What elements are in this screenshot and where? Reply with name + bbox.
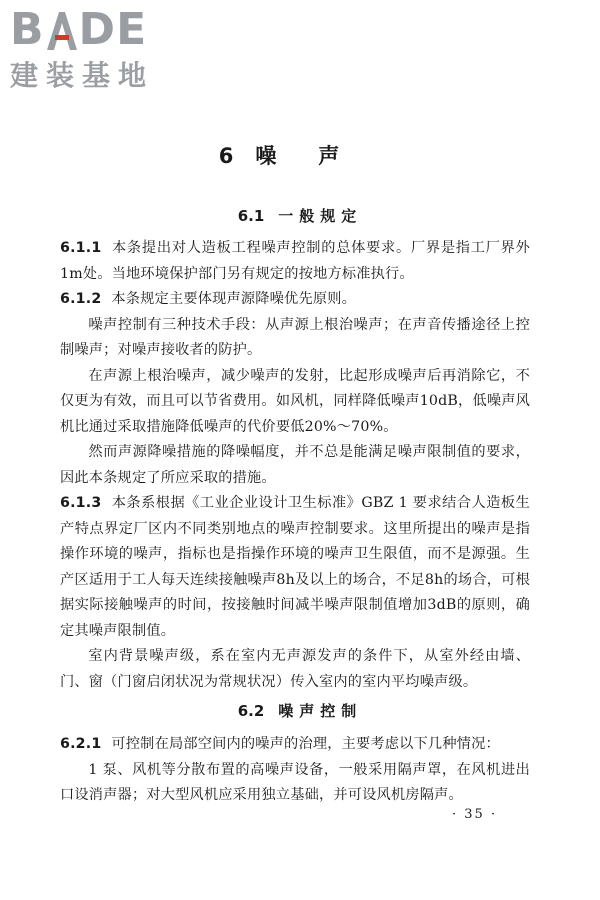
section-title: 噪声控制	[278, 702, 363, 720]
page-number: · 35 ·	[452, 807, 498, 822]
clause-number: 6.2.1	[60, 736, 102, 752]
clause-text: 可控制在局部空间内的噪声的治理，主要考虑以下几种情况：	[111, 736, 500, 752]
chapter-heading	[0, 140, 600, 170]
paragraph: 噪声控制有三种技术手段：从声源上根治噪声；在声音传播途径上控制噪声；对噪声接收者的防护。	[60, 316, 530, 358]
clause-6-1-1	[60, 236, 530, 287]
section-number: 6.1	[237, 207, 265, 225]
clause-number: 6.1.1	[60, 240, 102, 256]
section-title: 一般规定	[278, 207, 363, 225]
clause-number: 6.1.2	[60, 291, 102, 307]
logo-letter-a	[45, 8, 79, 52]
chapter-title: 噪声	[255, 144, 382, 168]
section-heading-6-1	[0, 205, 600, 226]
clause-text: 本条系根据《工业企业设计卫生标准》GBZ 1 要求结合人造板生产特点界定厂区内不同类别地点的噪声控制要求。这里所提出的噪声是指操作环境的噪声，指标也是指操作环境的噪声卫生限值，而不是源强。生产区适用于工人每天连续接触噪声8h及以上的场合，不足8h的场合，可根据实际接触噪声的时间，按接触时间减半噪声限制值增加3dB的原则，确定其噪声限制值。	[60, 495, 530, 639]
logo-letters-de: DE	[78, 4, 148, 55]
logo-letter-b: B	[10, 4, 45, 55]
clause-6-1-3	[60, 491, 530, 644]
logo-wordmark	[10, 4, 180, 55]
clause-text: 本条提出对人造板工程噪声控制的总体要求。厂界是指工厂界外1m处。当地环境保护部门另有规定的按地方标准执行。	[60, 240, 530, 282]
section-heading-6-2	[0, 700, 600, 721]
bade-logo	[10, 4, 180, 92]
section-number: 6.2	[237, 702, 265, 720]
clause-text: 本条规定主要体现声源降噪优先原则。	[111, 291, 356, 307]
logo-a-icon	[45, 8, 79, 52]
logo-subtitle: 建装基地	[10, 59, 155, 92]
clause-6-1-2	[60, 287, 530, 313]
list-item: 1 泵、风机等分散布置的高噪声设备，一般采用隔声罩，在风机进出口设消声器；对大型风机应采用独立基础，并可设风机房隔声。	[60, 761, 530, 803]
section-6-2-body	[60, 732, 530, 809]
clause-number: 6.1.3	[60, 495, 102, 511]
paragraph: 然而声源降噪措施的降噪幅度，并不总是能满足噪声限制值的要求，因此本条规定了所应采取的措施。	[60, 444, 530, 486]
chapter-number: 6	[218, 144, 234, 168]
paragraph: 室内背景噪声级，系在室内无声源发声的条件下，从室外经由墙、门、窗（门窗启闭状况为常规状况）传入室内的室内平均噪声级。	[60, 648, 530, 690]
clause-6-2-1	[60, 732, 530, 758]
paragraph: 在声源上根治噪声，减少噪声的发射，比起形成噪声后再消除它，不仅更为有效，而且可以节省费用。如风机，同样降低噪声10dB，低噪声风机比通过采取措施降低噪声的代价要低20%～70%。	[60, 367, 530, 435]
section-6-1-body	[60, 236, 530, 695]
